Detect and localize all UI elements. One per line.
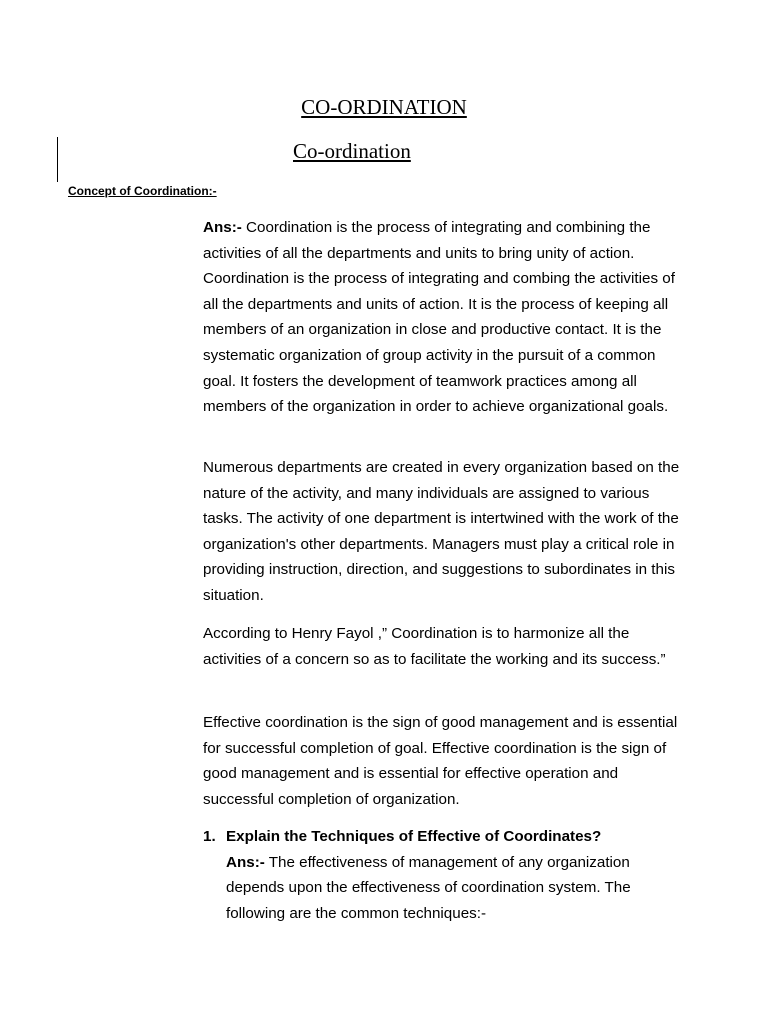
document-subtitle: Co-ordination xyxy=(293,139,411,163)
text-cursor-bar xyxy=(57,137,58,182)
ans-label: Ans:- xyxy=(203,219,242,236)
list-item-question: Explain the Techniques of Effective of Coordinates? xyxy=(226,828,602,845)
paragraph-answer-text: Coordination is the process of integrating and combining the activities of all the departments and units to bring unity of action. Coordination is the process of integrating and combing the activities of all the departments and units of action. It is the process of keeping all members of an organization in close and productive contact. It is the systematic organization of group activity in the pursuit of a common goal. It fosters the development of teamwork practices among all members of the organization in order to achieve organizational goals. xyxy=(203,219,675,416)
list-item-content xyxy=(226,824,666,926)
ans-label: Ans:- xyxy=(226,853,265,871)
paragraph-answer xyxy=(203,215,681,420)
paragraph-departments: Numerous departments are created in every organization based on the nature of the activity, and many individuals are assigned to various tasks. The activity of one department is intertwined with the work of the organization's other departments. Managers must play a critical role in providing instruction, direction, and suggestions to subordinates in this situation. xyxy=(203,459,680,604)
paragraph-fayol-quote: According to Henry Fayol ,” Coordination is to harmonize all the activities of a concern so as to facilitate the working and its success.” xyxy=(203,625,666,668)
concept-heading: Concept of Coordination:- xyxy=(68,184,217,198)
list-item-number: 1. xyxy=(203,828,216,845)
document-title: CO-ORDINATION xyxy=(301,95,467,119)
paragraph-effective-coordination: Effective coordination is the sign of good management and is essential for successful completion of goal. Effective coordination is the sign of good management and is essential for effective operation and successful completion of organization. xyxy=(203,714,678,808)
list-item-answer-text: The effectiveness of management of any organization depends upon the effectiveness of coordination system. The following are the common techniques:- xyxy=(226,853,631,922)
list-item-answer xyxy=(226,850,666,927)
